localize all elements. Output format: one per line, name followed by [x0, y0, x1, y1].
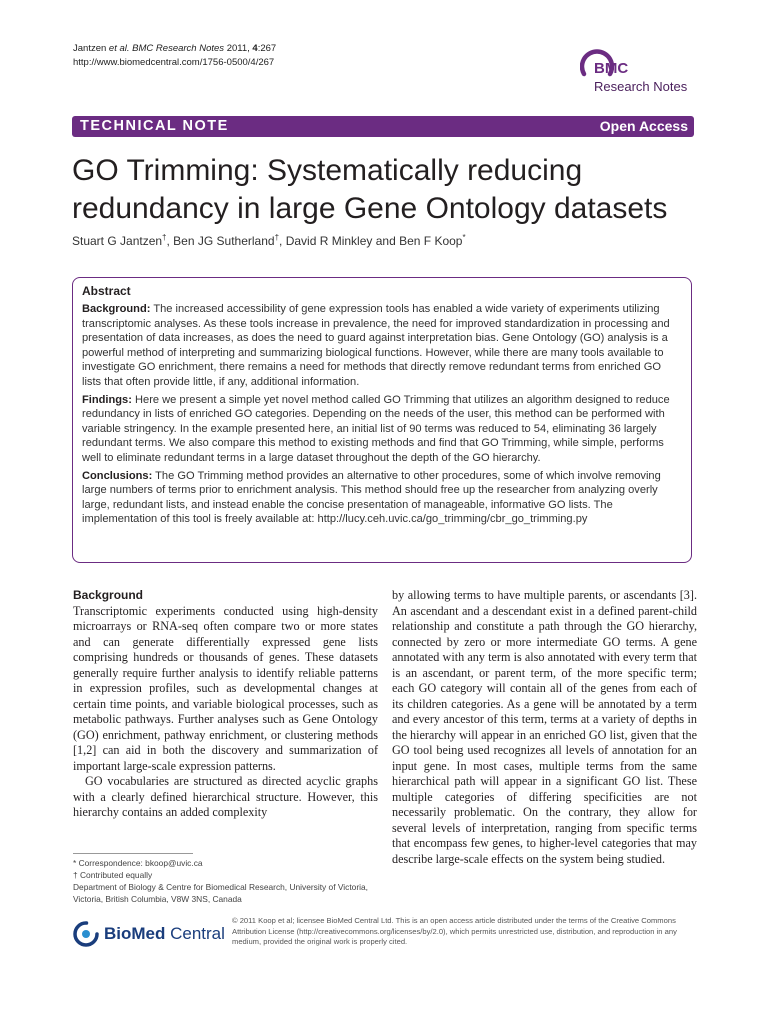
citation-author: Jantzen: [73, 43, 107, 54]
abstract-conclusions: [82, 469, 682, 527]
abstract-conclusions-label: Conclusions:: [82, 469, 153, 482]
body-paragraph: GO vocabularies are structured as directed acyclic graphs with a clearly defined hierarchical structure. However, this hierarchy contains an added complexity: [73, 774, 378, 819]
author-separator: ,: [279, 234, 286, 248]
citation-etal: et al.: [108, 43, 130, 54]
body-paragraph: Transcriptomic experiments conducted using high-density microarrays or RNA-seq often compare two or more states and can generate differentially expressed gene lists comprising hundreds or thousands of genes. These datasets generally require further analysis to identify reliable patterns in expression profiles, such as developmental changes at certain time points, and variable biological processes, such as metabolic pathways. Further analyses such as Gene Ontology (GO) enrichment, pathway enrichment, or clustering methods [1,2] can aid in both the discovery and summarization of important large-scale expression patterns.: [73, 603, 378, 773]
abstract-box: [72, 277, 692, 563]
author-name[interactable]: Ben F Koop: [399, 234, 463, 248]
article-type: TECHNICAL NOTE: [80, 118, 229, 134]
body-paragraph: by allowing terms to have multiple parents, or ascendants [3]. An ascendant and a descendant exist in a defined parent-child relationship and constitute a path through the GO hierarchy, connected by zero or more intermediate GO terms. A gene annotated with any term is also annotated with every term that is an ascendant, or parent term, of the more specific term; each GO category will contain all of the genes from each of its children categories. As a gene will be annotated by a term and every ancestor of this term, terms at a variety of depths in the hierarchy will appear in an enriched GO list, given that the GO tool being used recognizes all levels of annotation for an input gene. In most cases, multiple terms from the same hierarchical path will appear in a significant GO list. These multiple categories of differing specificities are not necessarily problematic. On the contrary, they allow for several levels of interpretation, ranging from specific terms that encompass few genes, to higher-level categories that may describe large-scale effects on the system being studied.: [392, 588, 697, 866]
abstract-findings: [82, 393, 682, 466]
logo-title: BMC: [594, 60, 629, 77]
publisher-name-light: Central: [165, 924, 225, 943]
author-separator: ,: [166, 234, 174, 248]
article-type-banner: [72, 116, 694, 137]
citation-year: 2011,: [226, 43, 250, 54]
logo-subtitle: Research Notes: [594, 79, 688, 94]
footnotes: [73, 857, 378, 905]
publisher-name: [104, 924, 225, 944]
author-list: [72, 233, 466, 248]
equal-contribution-note: † Contributed equally: [73, 870, 153, 880]
citation-journal: BMC Research Notes: [132, 43, 225, 54]
journal-logo: [580, 42, 700, 102]
body-left-column: [73, 588, 378, 821]
abstract-background-label: Background:: [82, 303, 151, 315]
open-access-label: Open Access: [599, 118, 688, 134]
abstract-findings-label: Findings:: [82, 393, 132, 406]
author-name[interactable]: David R Minkley: [285, 234, 373, 248]
abstract-background: [82, 302, 682, 390]
citation-line: [73, 42, 276, 56]
correspondence-note: * Correspondence: bkoop@uvic.ca: [73, 858, 203, 868]
abstract-findings-text: Here we present a simple yet novel method called GO Trimming that utilizes an algorithm designed to reduce redundancy in lists of enriched GO categories. Depending on the needs of the user, this method can be performed with variable stringency. In the example presented here, an initial list of 90 terms was reduced to 54, eliminating 36 largely redundant terms. We also compare this method to existing methods and find that GO Trimming, while simple, performs well to eliminate redundant terms in a large dataset throughout the depth of the GO hierarchy.: [82, 393, 670, 464]
license-text: © 2011 Koop et al; licensee BioMed Central Ltd. This is an open access article distributed under the terms of the Creative Commons Attribution License (http://creativecommons.org/licenses/by/2.0), which permits unrestricted use, distribution, and reproduction in any medium, provided the original work is properly cited.: [232, 916, 677, 946]
abstract-conclusions-text: The GO Trimming method provides an alternative to other procedures, some of which involve removing large numbers of terms prior to enrichment analysis. This method should free up the researcher from analyzing overly large, redundant lists, and instead enable the concise presentation of manageable, informative GO lists. The implementation of this tool is freely available at: http://lucy.ceh.uvic.ca/go_trimming/cbr_go_trimming.py: [82, 469, 661, 526]
author-separator: and: [372, 234, 400, 248]
affiliation-note: Department of Biology & Centre for Biomedical Research, University of Victoria, Victoria, British Columbia, V8W 3NS, Canada: [73, 882, 368, 904]
abstract-heading: Abstract: [82, 284, 131, 298]
article-url[interactable]: http://www.biomedcentral.com/1756-0500/4/267: [73, 57, 275, 68]
abstract-background-text: The increased accessibility of gene expression tools has enabled a wide variety of experiments utilizing transcriptomic analyses. As these tools increase in prevalence, the need for improved standardization in processing and presentation of data increases, as does the need to guard against interpretation bias. Gene Ontology (GO) analysis is a powerful method of interpreting and summarizing biological functions. However, while there are many tools available to investigate GO enrichment, there remains a need for methods that directly remove redundant terms from enriched GO lists that often provide little, if any, additional information.: [82, 303, 670, 388]
body-right-column: [392, 588, 697, 867]
footnote-divider: [73, 853, 193, 854]
section-heading: Background: [73, 588, 144, 602]
biomed-swirl-icon: [72, 920, 100, 948]
author-mark: *: [462, 233, 466, 242]
publisher-name-bold: BioMed: [104, 924, 166, 943]
citation: [73, 42, 276, 70]
author-name[interactable]: Stuart G Jantzen: [72, 234, 163, 248]
article-title: GO Trimming: Systematically reducing redundancy in large Gene Ontology datasets: [72, 154, 668, 225]
citation-volume: 4: [252, 43, 258, 54]
author-mark: †: [274, 233, 280, 242]
citation-page: :267: [257, 43, 277, 54]
publisher-logo: [72, 920, 225, 950]
author-name[interactable]: Ben JG Sutherland: [173, 234, 275, 248]
author-mark: †: [162, 233, 167, 242]
